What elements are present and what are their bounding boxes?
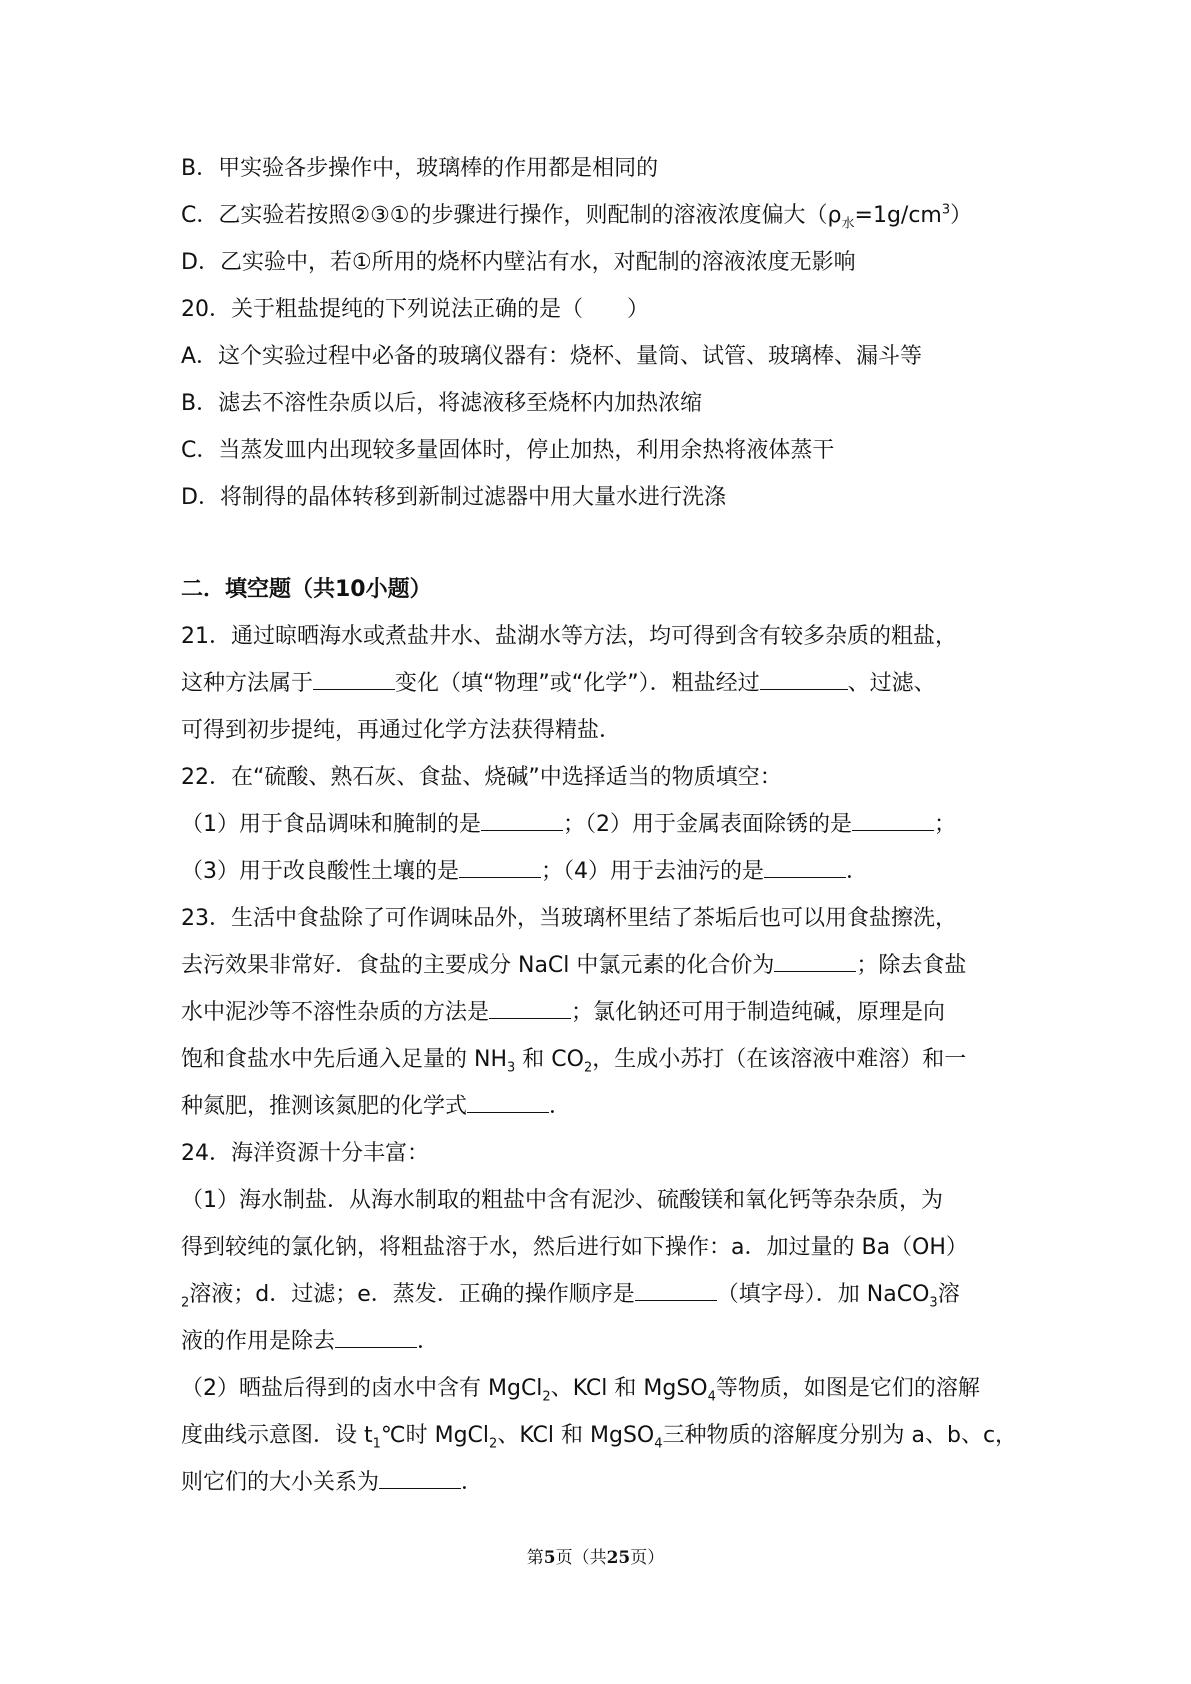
answer-blank[interactable]: [852, 804, 934, 831]
q20-stem: 20．关于粗盐提纯的下列说法正确的是（ ）: [181, 297, 649, 322]
answer-blank[interactable]: [467, 1086, 549, 1113]
q23: 23．生活中食盐除了可作调味品外，当玻璃杯里结了茶垢后也可以用食盐擦洗， 去污效果非常好．食盐的主要成分 NaCl 中氯元素的化合价为 ；除去食盐 水中泥沙等不溶性杂质的方法是 ；氯化钠还可用于制造纯碱，原理是向 饱和食盐水中先后通入足量的 $NH_3$ 和 $CO_2$，生成小苏打（在该溶液中难溶）和一 种氮肥，推测该氮肥的化学式 ．: [181, 906, 967, 1119]
section-heading: 二．填空题（共10小题）: [181, 577, 432, 602]
answer-blank[interactable]: [481, 804, 563, 831]
answer-blank[interactable]: [459, 851, 541, 878]
q20-option-b: B．滤去不溶性杂质以后，将滤液移至烧杯内加热浓缩: [181, 391, 703, 416]
q20-option-c: C．当蒸发皿内出现较多量固体时，停止加热，利用余热将液体蒸干: [181, 438, 835, 463]
q22: 22．在“硫酸、熟石灰、食盐、烧碱”中选择适当的物质填空： （1）用于食品调味和腌制的是 ；（2）用于金属表面除锈的是 ； （3）用于改良酸性土壤的是 ；（4）用于去油污的是 ．: [181, 765, 957, 884]
page-number: 5: [543, 1548, 556, 1568]
answer-blank[interactable]: [774, 945, 856, 972]
answer-blank[interactable]: [489, 992, 571, 1019]
q19-option-d: D．乙实验中，若①所用的烧杯内壁沾有水，对配制的溶液浓度无影响: [181, 250, 856, 275]
total-pages: 25: [606, 1548, 631, 1568]
answer-blank[interactable]: [764, 851, 846, 878]
q19-option-c: C．乙实验若按照②③①的步骤进行操作，则配制的溶液浓度偏大$(\rho_水=1g/cm^3)$: [181, 202, 973, 232]
q20-option-d: D．将制得的晶体转移到新制过滤器中用大量水进行洗涤: [181, 485, 726, 510]
q21: 21．通过晾晒海水或煮盐井水、盐湖水等方法，均可得到含有较多杂质的粗盐， 这种方法属于 变化（填“物理”或“化学”）．粗盐经过 、过滤、 可得到初步提纯，再通过化学方法获得精盐．: [181, 624, 957, 743]
answer-blank[interactable]: [313, 663, 395, 690]
q20-option-a: A．这个实验过程中必备的玻璃仪器有：烧杯、量筒、试管、玻璃棒、漏斗等: [181, 344, 923, 369]
page-content: [181, 145, 1031, 1506]
q19-option-b: B．甲实验各步操作中，玻璃棒的作用都是相同的: [181, 156, 659, 181]
answer-blank[interactable]: [379, 1462, 461, 1489]
answer-blank[interactable]: [635, 1274, 717, 1301]
answer-blank[interactable]: [760, 663, 848, 690]
q24: 24．海洋资源十分丰富： （1）海水制盐．从海水制取的粗盐中含有泥沙、硫酸镁和氧化钙等杂杂质，为 得到较纯的氯化钠，将粗盐溶于水，然后进行如下操作：a．加过量的 Ba（OH） $_2$溶液；d．过滤；e．蒸发．正确的操作顺序是 （填字母）．加 NaCO$_3$溶 液的作用是除去 ． （2）晒盐后得到的卤水中含有 MgCl$_2$、KCl 和 MgSO$_4$等物质，如图是它们的溶解 度曲线示意图．设 $t_1℃$时 MgCl$_2$、KCl 和 MgSO$_4$三种物质的溶解度分别为 a、b、c， 则它们的大小关系为 ．: [181, 1141, 1018, 1495]
answer-blank[interactable]: [335, 1321, 417, 1348]
page-footer: 第5页（共25页）: [526, 1548, 665, 1568]
